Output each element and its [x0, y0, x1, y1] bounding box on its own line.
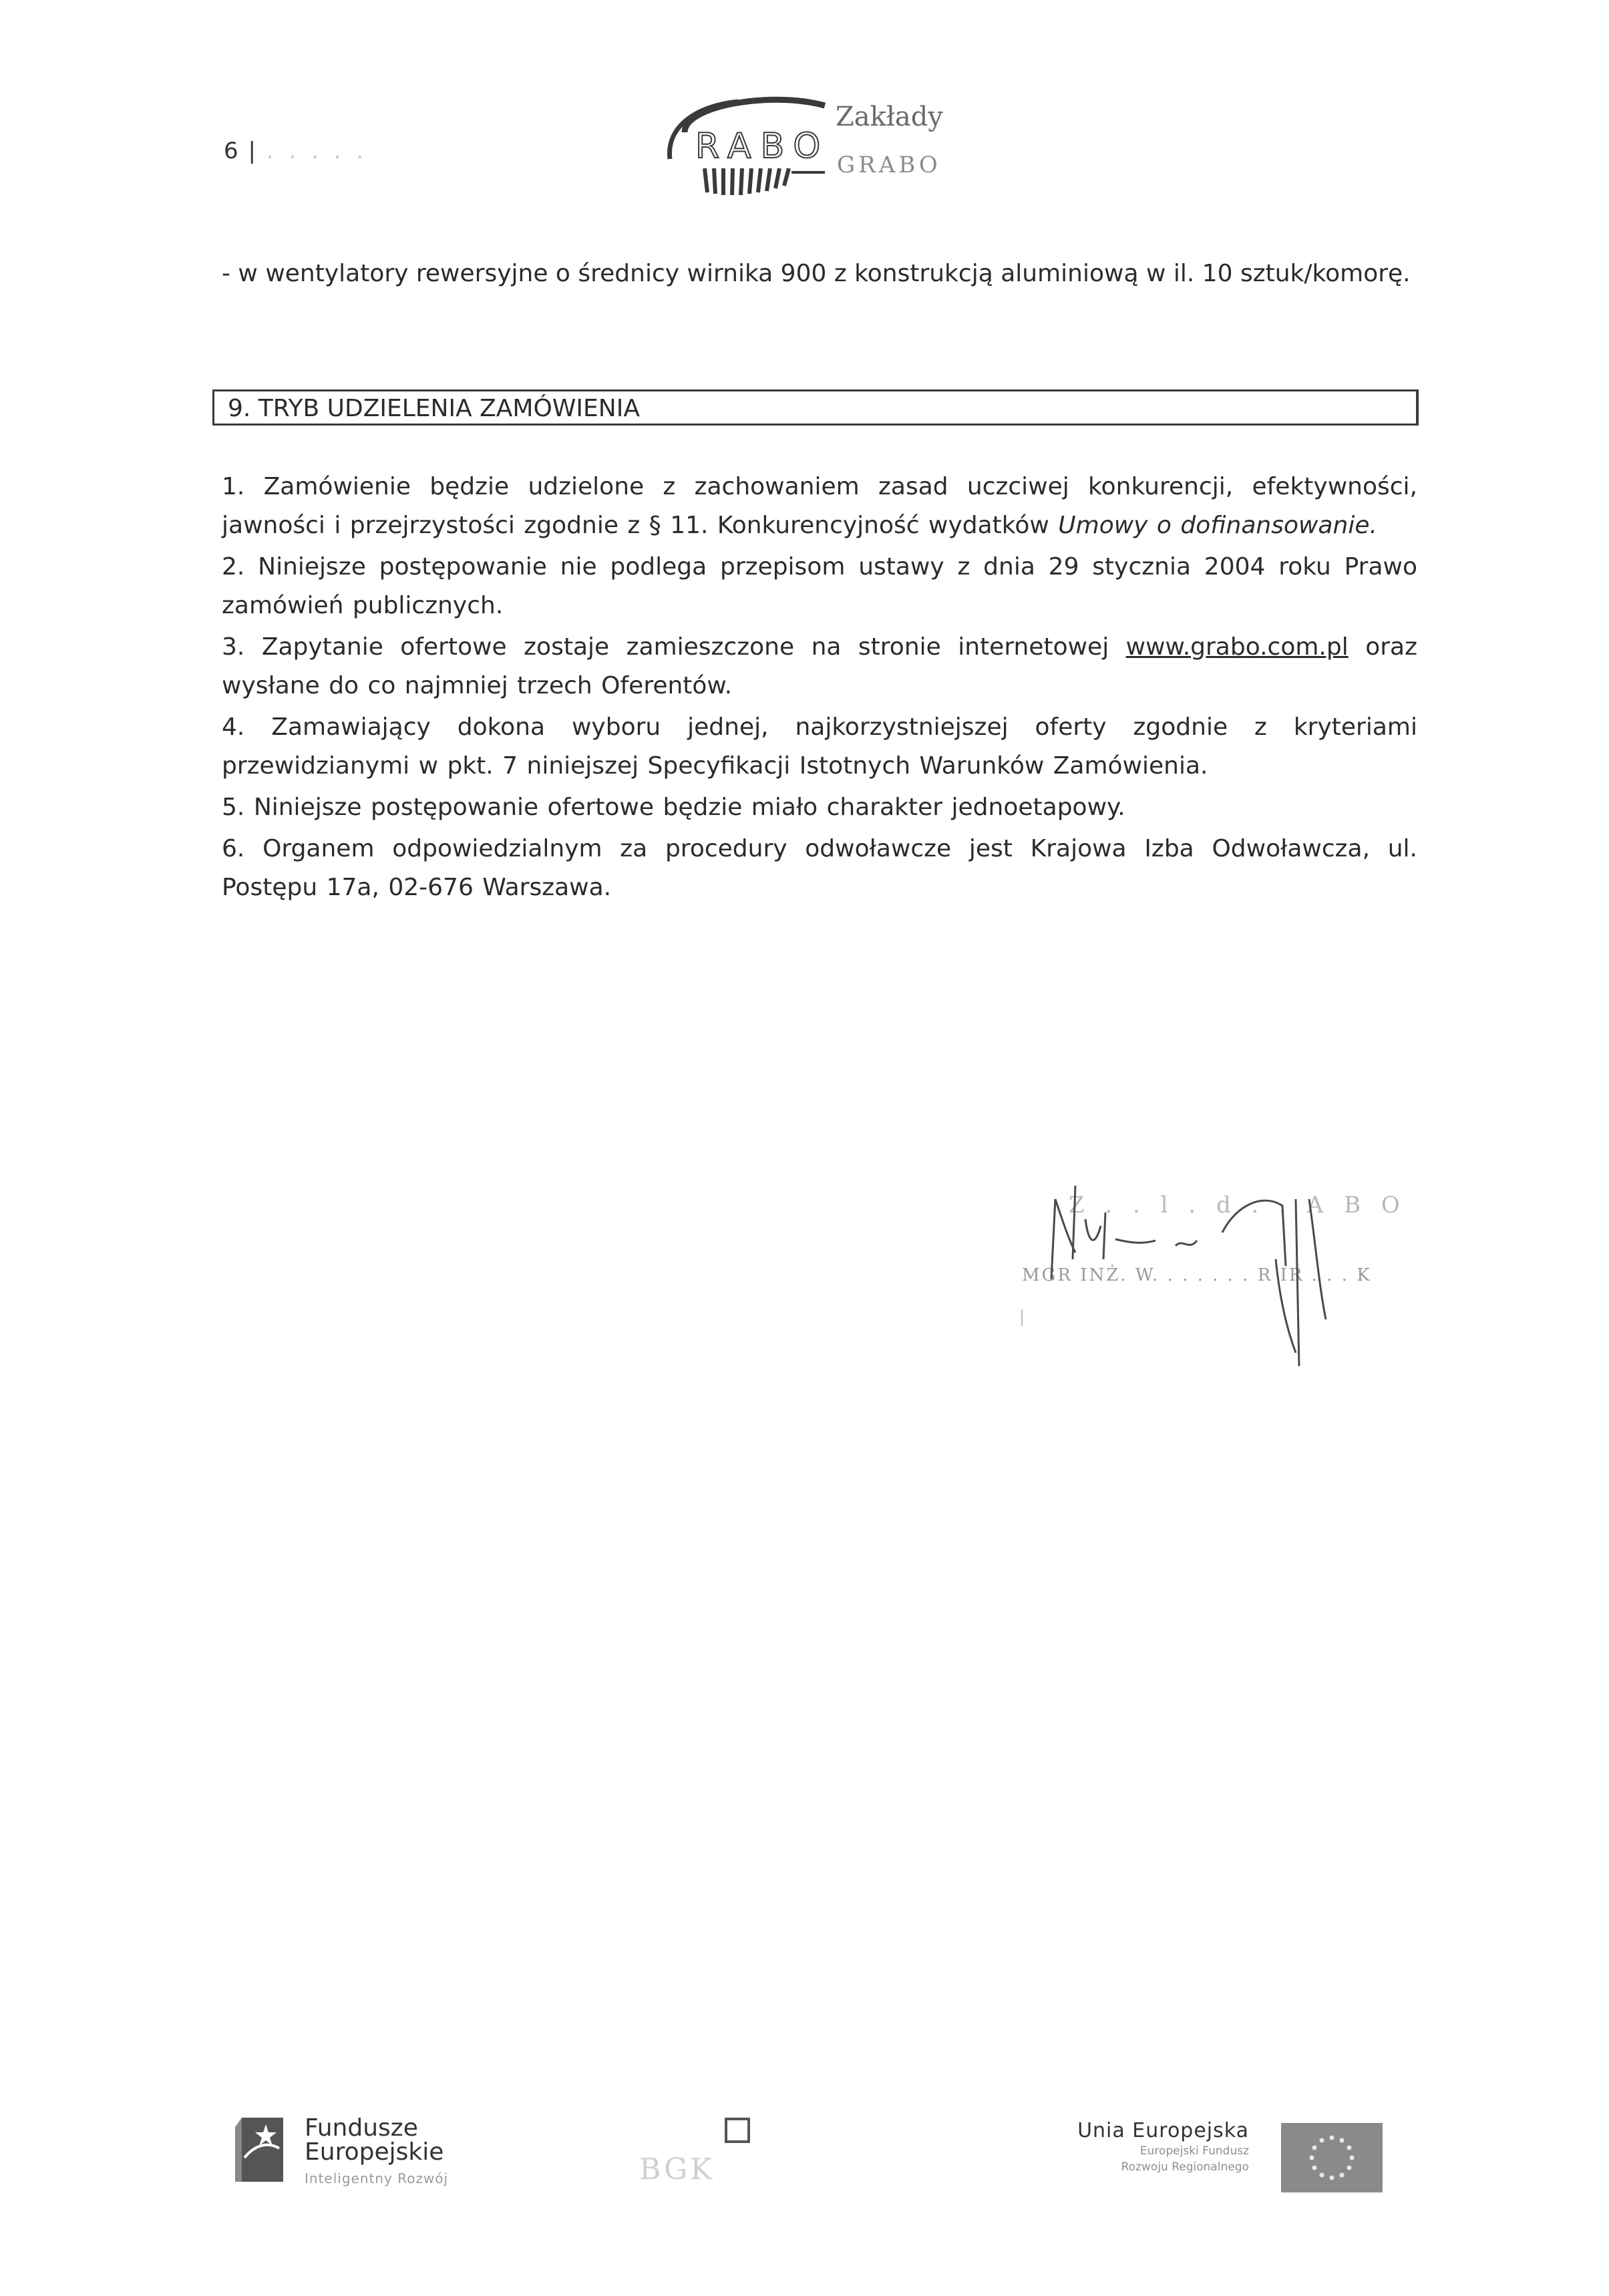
logo-wordmark: RABO — [695, 126, 830, 166]
ue-subtitle-line-2: Rozwoju Regionalnego — [1121, 2160, 1249, 2174]
logo-side-top: Zakłady — [836, 102, 943, 132]
rule-number: 2. — [222, 553, 245, 581]
rule-text: Zapytanie ofertowe zostaje zamieszczone na stronie internetowej — [261, 633, 1109, 661]
rule-item-5 — [222, 788, 1417, 827]
bgk-logo — [624, 2118, 785, 2191]
unia-europejska-text — [1042, 2119, 1249, 2175]
bgk-square-icon — [725, 2118, 750, 2143]
rule-item-6 — [222, 830, 1417, 907]
rule-number: 6. — [222, 835, 245, 862]
rule-item-3 — [222, 628, 1417, 705]
rule-number: 5. — [222, 794, 245, 821]
logo-side-bottom: GRABO — [837, 152, 941, 178]
rule-text-after: . — [1369, 512, 1377, 539]
rule-item-4 — [222, 708, 1417, 786]
rules-list — [222, 468, 1417, 910]
section-header-box — [212, 389, 1419, 426]
website-link[interactable]: www.grabo.com.pl — [1125, 633, 1349, 661]
eu-flag-icon — [1281, 2123, 1383, 2192]
section-title: 9. TRYB UDZIELENIA ZAMÓWIENIA — [228, 395, 640, 422]
rule-text-after: oraz wysłane do co najmniej trzech Oferentów. — [222, 633, 1417, 699]
rule-emphasis: Umowy o dofinansowanie — [1058, 512, 1370, 539]
rule-text: Zamawiający dokona wyboru jednej, najkorzystniejszej oferty zgodnie z kryteriami przewidzianymi w pkt. 7 niniejszej Specyfikacji Istotnych Warunków Zamówienia. — [222, 713, 1417, 780]
logo-stripes — [705, 168, 789, 195]
page-number-faded-text: . . . . . — [266, 138, 368, 164]
fe-title-line-1: Fundusze — [305, 2114, 418, 2142]
rule-text: Niniejsze postępowanie ofertowe będzie miało charakter jednoetapowy. — [253, 794, 1125, 821]
fe-title-line-2: Europejskie — [305, 2138, 444, 2166]
footer-logos — [0, 2104, 1609, 2225]
fundusze-europejskie-logo-icon — [235, 2118, 283, 2182]
rule-number: 3. — [222, 633, 245, 661]
rule-number: 1. — [222, 473, 245, 500]
rule-item-1 — [222, 468, 1417, 545]
stamp-line-1: Z . . l . d . . A B O — [1069, 1192, 1407, 1218]
rule-item-2 — [222, 548, 1417, 625]
ue-title: Unia Europejska — [1077, 2119, 1249, 2142]
intro-line: - w wentylatory rewersyjne o średnicy wirnika 900 z konstrukcją aluminiową w il. 10 sztuk/komorę. — [222, 260, 1411, 287]
signature-stamp — [1022, 1166, 1407, 1366]
stamp-line-2: MGR INŻ. W. . . . . . . R IR . . . K — [1022, 1265, 1372, 1285]
grabo-logo — [658, 86, 972, 206]
fe-subtitle: Inteligentny Rozwój — [305, 2170, 449, 2186]
rule-number: 4. — [222, 713, 245, 741]
page-number — [224, 138, 367, 164]
bgk-label: BGK — [639, 2152, 715, 2186]
rule-text: Organem odpowiedzialnym za procedury odwoławcze jest Krajowa Izba Odwoławcza, ul. Postępu 17a, 02-676 Warszawa. — [222, 835, 1417, 901]
fundusze-europejskie-text — [305, 2116, 448, 2188]
rule-text: Niniejsze postępowanie nie podlega przepisom ustawy z dnia 29 stycznia 2004 roku Prawo zamówień publicznych. — [222, 553, 1417, 619]
ue-subtitle-line-1: Europejski Fundusz — [1139, 2144, 1249, 2158]
rule-text: Zamówienie będzie udzielone z zachowaniem zasad uczciwej konkurencji, efektywności, jawności i przejrzystości zgodnie z § 11. Konkurencyjność wydatków — [222, 473, 1417, 539]
page-number-value: 6 | — [224, 138, 257, 164]
